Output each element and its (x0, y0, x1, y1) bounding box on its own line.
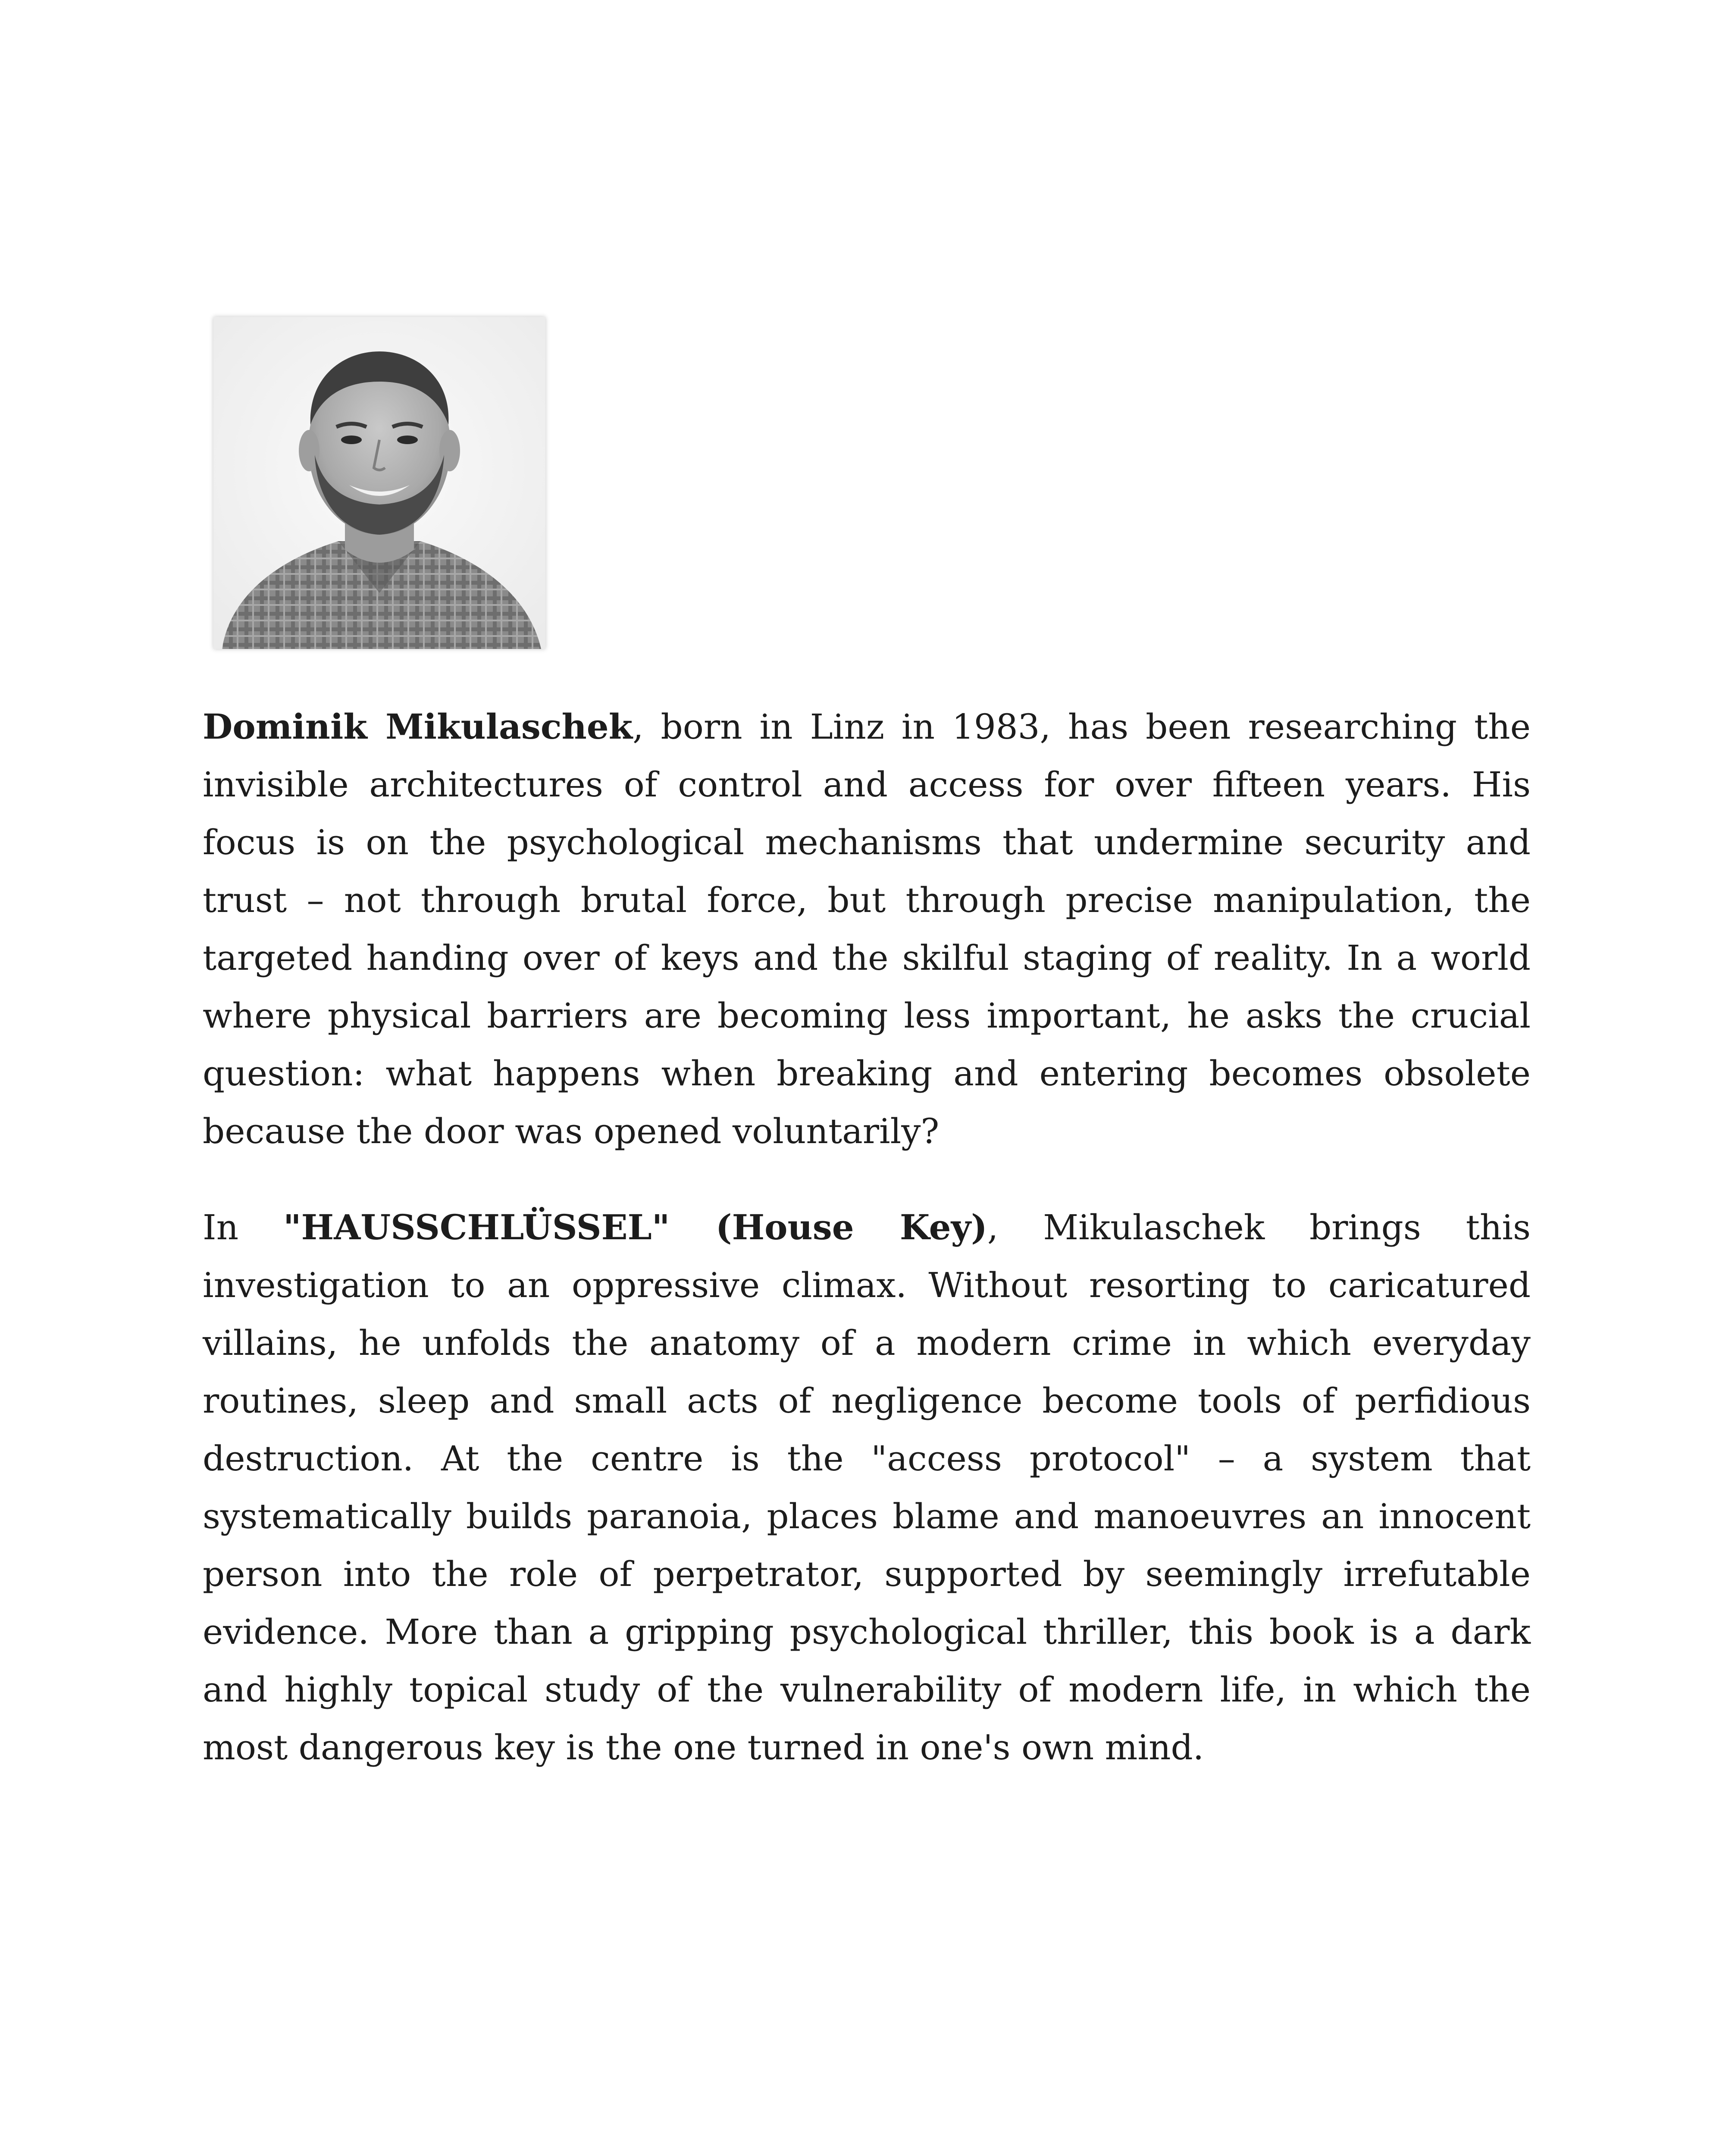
book-title: "HAUSSCHLÜSSEL" (House Key) (283, 1207, 987, 1247)
text-content (203, 698, 1531, 1777)
author-bio-text: , born in Linz in 1983, has been researching the invisible architectures of control and access for over fifteen years. His focus is on the psychological mechanisms that undermine security and trust – not through brutal force, but through precise manipulation, the targeted handing over of keys and the skilful staging of reality. In a world where physical barriers are becoming less important, he asks the crucial question: what happens when breaking and entering becomes obsolete because the door was opened voluntarily? (203, 707, 1531, 1151)
book-lead-text: In (203, 1207, 283, 1247)
author-portrait-photo (213, 317, 545, 649)
book-description-paragraph (203, 1198, 1531, 1777)
book-description-text: , Mikulaschek brings this investigation to an oppressive climax. Without resorting to caricatured villains, he unfolds the anatomy of a modern crime in which everyday routines, sleep and small acts of negligence become tools of perfidious destruction. At the centre is the "access protocol" – a system that systematically builds paranoia, places blame and manoeuvres an innocent person into the role of perpetrator, supported by seemingly irrefutable evidence. More than a gripping psychological thriller, this book is a dark and highly topical study of the vulnerability of modern life, in which the most dangerous key is the one turned in one's own mind. (203, 1207, 1531, 1767)
author-bio-paragraph (203, 698, 1531, 1160)
author-portrait (213, 317, 545, 649)
author-name: Dominik Mikulaschek (203, 706, 633, 747)
